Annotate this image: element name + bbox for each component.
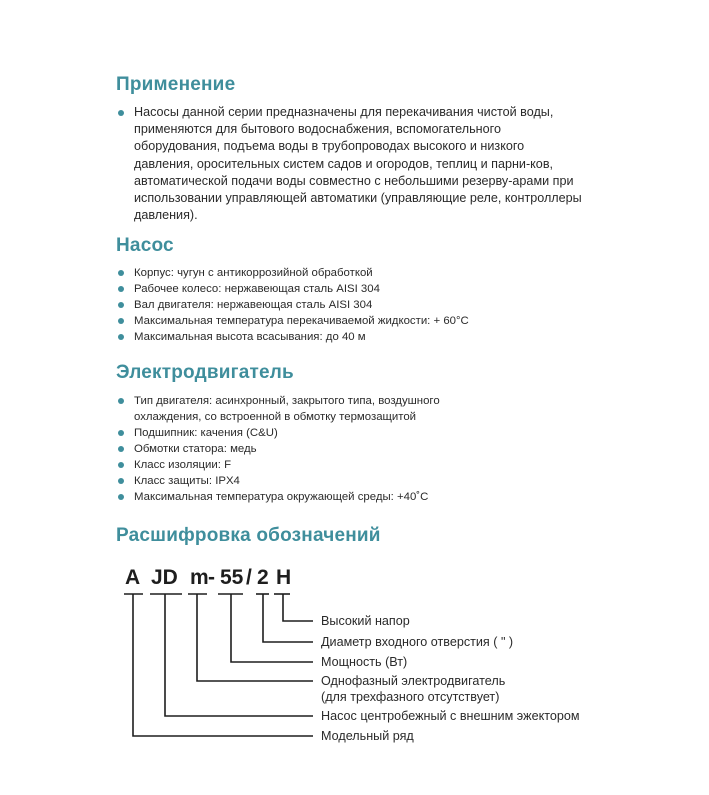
section-title-decoding: Расшифровка обозначений (116, 525, 381, 546)
list-item-text: Рабочее колесо: нержавеющая сталь AISI 304 (134, 283, 380, 295)
bullet-dot-icon (118, 494, 124, 500)
connector-pump-type (165, 594, 313, 716)
list-item (116, 441, 586, 457)
application-paragraph (116, 104, 586, 224)
pump-list (116, 265, 586, 345)
list-item (116, 425, 586, 441)
list-item-text: Класс изоляции: F (134, 459, 232, 471)
application-block (116, 104, 586, 224)
legend-high-head: Высокий напор (321, 614, 410, 628)
legend-centrifugal-pump: Насос центробежный с внешним эжектором (321, 709, 580, 723)
code-part-head: H (276, 566, 292, 589)
bullet-dot-icon (118, 462, 124, 468)
bullet-dot-icon (118, 446, 124, 452)
application-text: Насосы данной серии предназначены для перекачивания чистой воды, применяются для бытового водоснабжения, вспомогательного оборудования, подъема воды в трубопроводах высокого и низкого давления, оросительных систем садов и огородов, теплиц и парни-ков, автоматической подачи воды совместно с небольшими резерву-арами при использовании управляющей автоматики (управляющие реле, контроллеры давления). (134, 105, 582, 223)
code-part-series: A (125, 566, 141, 589)
list-item (116, 489, 586, 505)
list-item-text: Максимальная высота всасывания: до 40 м (134, 331, 366, 343)
list-item (116, 265, 586, 281)
bullet-dot-icon (118, 334, 124, 340)
section-title-pump: Насос (116, 235, 174, 256)
connector-head (283, 594, 313, 621)
legend-single-phase-motor: Однофазный электродвигатель (для трехфазного отсутствует) (321, 674, 506, 704)
connector-single-phase (197, 594, 313, 681)
list-item-text: Корпус: чугун с антикоррозийной обработкой (134, 267, 373, 279)
list-item-text: Тип двигателя: асинхронный, закрытого типа, воздушного охлаждения, со встроенной в обмотку термозащитой (134, 395, 440, 423)
legend-power: Мощность (Вт) (321, 655, 408, 669)
legend-model-series: Модельный ряд (321, 729, 414, 743)
bullet-dot-icon (118, 430, 124, 436)
bullet-dot-icon (118, 302, 124, 308)
list-item-text: Максимальная температура перекачиваемой жидкости: + 60°C (134, 315, 469, 327)
list-item (116, 329, 586, 345)
connector-power (231, 594, 313, 662)
motor-list (116, 393, 586, 505)
list-item (116, 313, 586, 329)
list-item-text: Вал двигателя: нержавеющая сталь AISI 304 (134, 299, 373, 311)
bullet-dot-icon (118, 398, 124, 404)
list-item-text: Обмотки статора: медь (134, 443, 257, 455)
list-item (116, 457, 586, 473)
connector-series (133, 594, 313, 736)
list-item-text: Подшипник: качения (C&U) (134, 427, 278, 439)
bullet-dot-icon (118, 270, 124, 276)
code-part-single-phase: m (190, 566, 209, 589)
list-item (116, 281, 586, 297)
bullet-dot-icon (118, 286, 124, 292)
section-title-motor: Электродвигатель (116, 362, 294, 383)
legend-inlet-diameter: Диаметр входного отверстия ( " ) (321, 635, 514, 649)
list-item (116, 473, 586, 489)
list-item (116, 297, 586, 313)
section-title-application: Применение (116, 74, 236, 95)
bullet-dot-icon (118, 110, 124, 116)
bullet-dot-icon (118, 318, 124, 324)
connector-inlet (263, 594, 313, 642)
list-item-text: Класс защиты: IPX4 (134, 475, 240, 487)
code-part-power: 55 (220, 566, 244, 589)
bullet-dot-icon (118, 478, 124, 484)
code-part-slash: / (246, 566, 252, 589)
list-item (116, 393, 586, 425)
code-part-dash: - (208, 566, 215, 589)
code-part-pump-type: JD (151, 566, 178, 589)
code-part-inlet: 2 (257, 566, 269, 589)
list-item-text: Максимальная температура окружающей среды: +40˚C (134, 491, 429, 503)
